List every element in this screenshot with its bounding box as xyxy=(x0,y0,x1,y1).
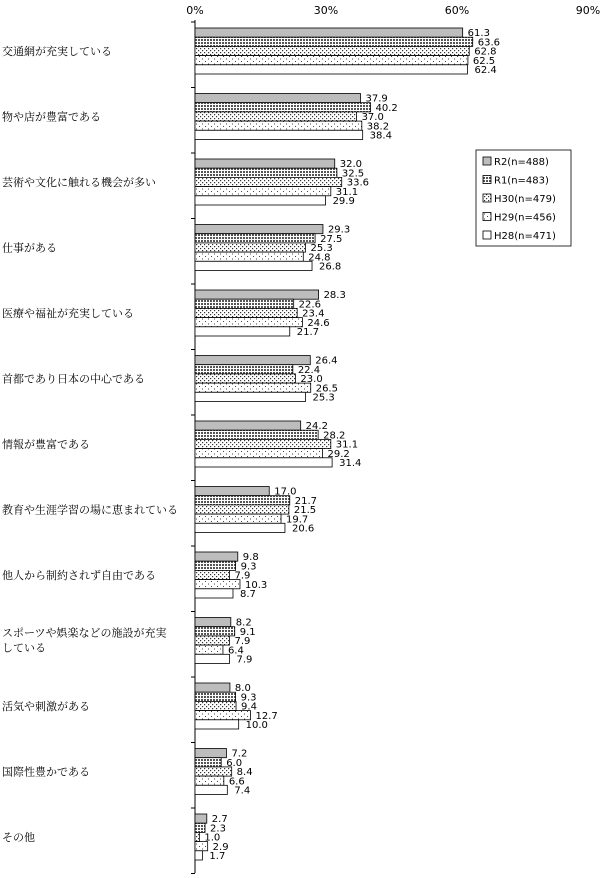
bar xyxy=(195,645,223,654)
x-tick-label: 0% xyxy=(186,4,204,17)
bar xyxy=(195,487,269,496)
bar xyxy=(195,561,236,570)
bar-value-label: 29.2 xyxy=(327,448,350,460)
category-label: 芸術や文化に触れる機会が多い xyxy=(2,176,156,189)
legend-swatch xyxy=(483,213,491,221)
bar-value-label: 26.4 xyxy=(315,355,338,367)
bar xyxy=(195,365,293,374)
bar xyxy=(195,356,310,365)
bar-value-label: 6.0 xyxy=(226,757,243,769)
bar xyxy=(195,430,318,439)
category-label: している xyxy=(2,641,46,655)
bar-value-label: 27.5 xyxy=(320,233,343,245)
bar xyxy=(195,449,323,458)
bar xyxy=(195,168,337,177)
bar xyxy=(195,308,297,317)
bar xyxy=(195,618,231,627)
category-label: 仕事がある xyxy=(2,241,57,255)
bar-value-label: 9.8 xyxy=(242,552,259,564)
bar-value-label: 33.6 xyxy=(346,177,369,189)
bar xyxy=(195,523,285,532)
bar-value-label: 6.6 xyxy=(228,776,245,788)
bar-value-label: 62.4 xyxy=(474,65,497,76)
bar-value-label: 24.6 xyxy=(307,317,330,329)
bar-value-label: 21.7 xyxy=(294,495,318,507)
legend-label: R1(n=483) xyxy=(494,175,549,187)
bar xyxy=(195,814,207,823)
bar-value-label: 7.9 xyxy=(236,654,253,666)
bar xyxy=(195,121,362,130)
bar-value-label: 7.9 xyxy=(234,636,251,648)
bar-value-label: 21.5 xyxy=(293,505,317,517)
bar xyxy=(195,505,289,514)
bar-value-label: 24.2 xyxy=(305,421,328,433)
bar-value-label: 8.4 xyxy=(236,767,253,779)
bar-value-label: 7.2 xyxy=(231,748,248,760)
bar xyxy=(195,318,302,327)
bar xyxy=(195,636,229,645)
bar xyxy=(195,177,342,186)
bar-value-label: 62.8 xyxy=(474,46,497,58)
bar-value-label: 1.7 xyxy=(209,851,226,862)
legend-swatch xyxy=(483,231,491,239)
bar-value-label: 29.9 xyxy=(332,196,355,207)
bar-value-label: 28.3 xyxy=(323,290,346,302)
bar xyxy=(195,56,468,65)
bar xyxy=(195,159,335,168)
bar-value-label: 6.4 xyxy=(227,645,244,657)
bar-value-label: 38.2 xyxy=(366,121,390,133)
bar xyxy=(195,28,463,37)
bar xyxy=(195,570,229,579)
bar xyxy=(195,683,230,692)
bar xyxy=(195,692,236,701)
legend-swatch xyxy=(483,157,491,165)
bar-value-label: 9.1 xyxy=(239,626,256,638)
legend xyxy=(476,150,571,246)
bar xyxy=(195,46,469,55)
bar xyxy=(195,225,323,234)
bar-value-label: 31.4 xyxy=(339,458,362,469)
bar xyxy=(195,103,371,112)
bar xyxy=(195,749,226,758)
category-label: スポーツや娯楽などの施設が充実 xyxy=(2,626,167,640)
bar-value-label: 9.3 xyxy=(240,692,257,704)
bar-value-label: 17.0 xyxy=(274,486,297,498)
category-label: 他人から制約されず自由である xyxy=(2,569,156,582)
bar-value-label: 24.8 xyxy=(308,252,331,264)
bar-value-label: 26.5 xyxy=(315,383,338,395)
bar-value-label: 9.4 xyxy=(241,701,257,713)
x-axis-ticks xyxy=(186,4,600,17)
bar xyxy=(195,589,233,598)
category-label: 教育や生涯学習の場に恵まれている xyxy=(2,503,178,517)
bar-value-label: 37.9 xyxy=(365,93,388,105)
bar-value-label: 19.7 xyxy=(286,514,309,526)
bar xyxy=(195,299,294,308)
legend-label: H28(n=471) xyxy=(494,231,556,242)
bar-value-label: 22.6 xyxy=(298,299,321,311)
bar-value-label: 63.6 xyxy=(477,37,500,49)
bar-value-label: 22.4 xyxy=(297,364,321,376)
bar-value-label: 62.5 xyxy=(472,55,496,67)
bar xyxy=(195,234,315,243)
x-tick-label: 90% xyxy=(575,4,600,17)
bar-value-label: 37.0 xyxy=(361,112,384,124)
bar-value-label: 28.2 xyxy=(323,430,346,442)
legend-swatch xyxy=(483,176,491,184)
bar-value-label: 10.0 xyxy=(245,720,268,731)
bar-value-label: 25.3 xyxy=(310,243,333,255)
category-label: 医療や福祉が充実している xyxy=(2,307,134,320)
bar xyxy=(195,37,473,46)
bar xyxy=(195,383,311,392)
x-tick-label: 30% xyxy=(313,4,339,17)
bar xyxy=(195,243,305,252)
bar-value-label: 10.3 xyxy=(244,579,268,591)
category-label: 情報が豊富である xyxy=(2,438,90,451)
bar xyxy=(195,720,239,729)
bar-value-label: 29.3 xyxy=(327,224,351,236)
bar-value-label: 31.1 xyxy=(335,186,359,198)
bar-value-label: 12.7 xyxy=(255,710,278,722)
bar-value-label: 2.3 xyxy=(210,823,226,835)
bar-value-label: 2.9 xyxy=(212,841,229,853)
bar xyxy=(195,785,227,794)
y-axis-ticks xyxy=(191,22,195,874)
category-label: その他 xyxy=(2,831,35,844)
legend-label: H30(n=479) xyxy=(494,194,556,205)
bar xyxy=(195,65,467,74)
bar-value-label: 7.9 xyxy=(234,570,251,582)
bar xyxy=(195,439,331,448)
category-label: 交通網が充実している xyxy=(2,45,112,58)
category-label: 物や店が豊富である xyxy=(2,110,101,124)
bar xyxy=(195,261,312,270)
bar xyxy=(195,252,303,261)
bar xyxy=(195,654,229,663)
bar xyxy=(195,327,290,336)
bar-value-label: 8.2 xyxy=(235,617,252,629)
category-label: 国際性豊かである xyxy=(2,765,90,779)
bar-value-label: 21.7 xyxy=(296,327,320,338)
bar xyxy=(195,130,363,139)
bar-value-label: 1.0 xyxy=(204,832,221,844)
bar-value-label: 26.8 xyxy=(319,261,342,273)
bar xyxy=(195,196,326,205)
bar-value-label: 8.7 xyxy=(239,589,256,600)
bar-value-label: 32.0 xyxy=(339,159,362,171)
bar xyxy=(195,187,331,196)
bar xyxy=(195,627,235,636)
bar-series xyxy=(195,28,473,860)
bar xyxy=(195,776,224,785)
bar xyxy=(195,290,319,299)
bar-value-label: 9.3 xyxy=(240,561,257,573)
bar-value-label: 40.2 xyxy=(375,102,398,114)
bar-value-label: 8.0 xyxy=(234,683,251,695)
bar-value-label: 32.5 xyxy=(341,168,365,180)
bar-value-label: 31.1 xyxy=(335,439,359,451)
bar xyxy=(195,94,360,103)
bar-value-label: 23.0 xyxy=(300,374,323,386)
bar-value-label: 2.7 xyxy=(211,814,228,826)
bar xyxy=(195,580,240,589)
legend-label: H29(n=456) xyxy=(494,212,556,224)
legend-label: R2(n=488) xyxy=(494,157,549,168)
category-labels xyxy=(2,44,178,844)
bar xyxy=(195,374,295,383)
bar-value-label: 61.3 xyxy=(467,28,490,40)
bar-value-label: 25.3 xyxy=(312,392,335,404)
bar-value-label: 38.4 xyxy=(369,130,392,142)
bar xyxy=(195,421,301,430)
bar xyxy=(195,458,332,467)
bar xyxy=(195,832,199,841)
bar xyxy=(195,758,221,767)
bar xyxy=(195,701,236,710)
bar xyxy=(195,112,357,121)
category-label: 活気や刺激がある xyxy=(2,700,90,713)
bar xyxy=(195,514,281,523)
bar-value-label: 20.6 xyxy=(291,523,315,535)
bar-value-label: 7.4 xyxy=(234,785,251,797)
bar xyxy=(195,823,205,832)
legend-swatch xyxy=(483,194,491,202)
bar xyxy=(195,851,202,860)
x-tick-label: 60% xyxy=(444,4,470,17)
bar-value-label: 23.4 xyxy=(302,308,325,320)
bar xyxy=(195,552,238,561)
bar xyxy=(195,392,305,401)
category-label: 首都であり日本の中心である xyxy=(2,372,145,386)
